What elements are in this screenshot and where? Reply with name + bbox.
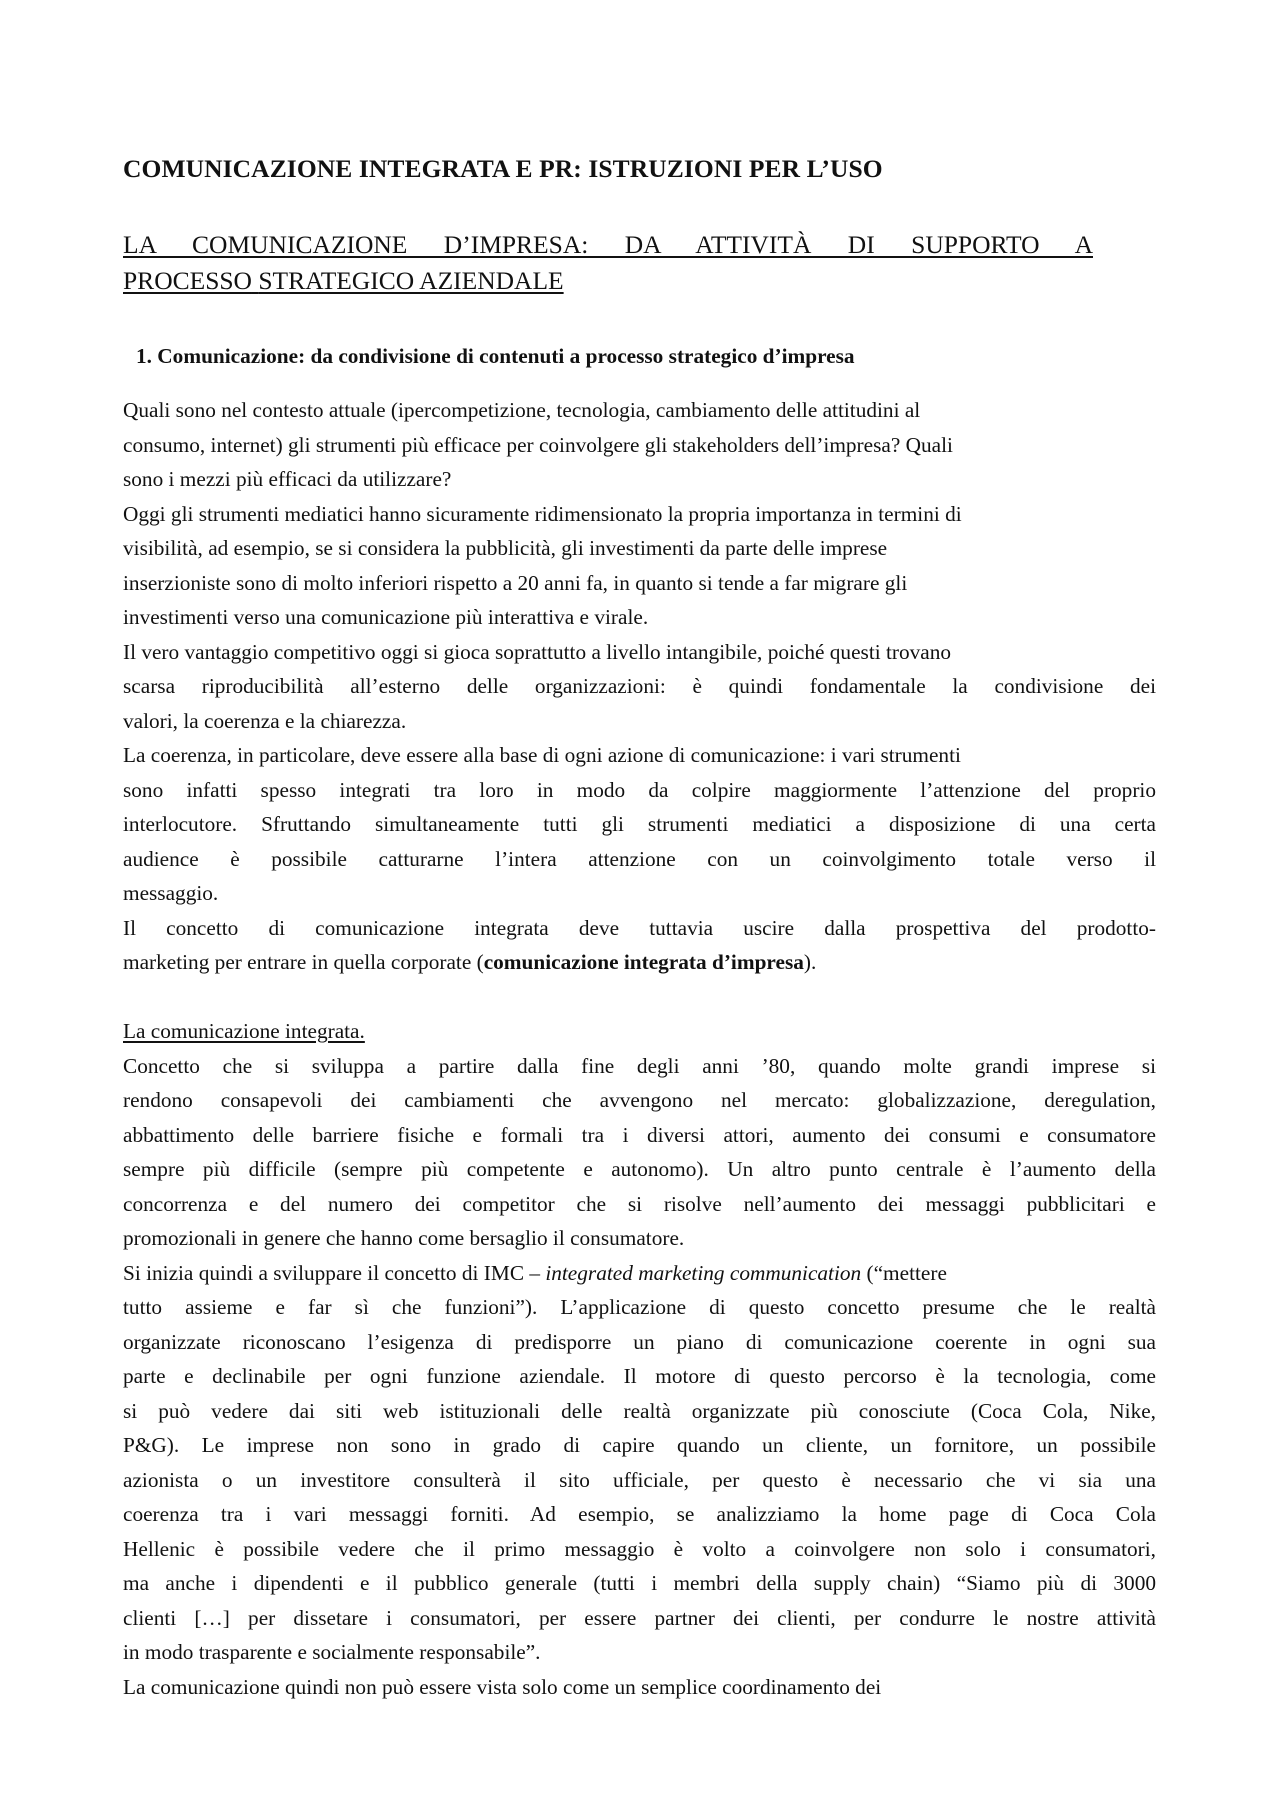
text-line: tutto assieme e far sì che funzioni”). L’applicazione di questo concetto presume che le realtà: [123, 1295, 1156, 1319]
subsection-title-wrap: [123, 1014, 1156, 1049]
text-line: La comunicazione quindi non può essere vista solo come un semplice coordinamento dei: [123, 1674, 882, 1699]
text-line: La coerenza, in particolare, deve essere alla base di ogni azione di comunicazione: i vari strumenti: [123, 743, 961, 767]
text-line: coerenza tra i vari messaggi forniti. Ad esempio, se analizziamo la home page di Coca Cola: [123, 1502, 1156, 1526]
text-line: [123, 1256, 1156, 1291]
blank-line: [123, 980, 1156, 1015]
text-line: promozionali in genere che hanno come bersaglio il consumatore.: [123, 1226, 685, 1250]
text-line: sono infatti spesso integrati tra loro in modo da colpire maggiormente l’attenzione del proprio: [123, 777, 1156, 802]
text-segment: (“mettere: [861, 1260, 947, 1285]
subsection-title: La comunicazione integrata.: [123, 1019, 365, 1043]
paragraph-1: [123, 393, 1156, 497]
text-line: ma anche i dipendenti e il pubblico generale (tutti i membri della supply chain) “Siamo più di 3000: [123, 1571, 1156, 1595]
paragraph-3: [123, 635, 1156, 739]
text-line: Il vero vantaggio competitivo oggi si gioca soprattutto a livello intangibile, poiché questi trovano: [123, 639, 952, 664]
text-line: scarsa riproducibilità all’esterno delle organizzazioni: è quindi fondamentale la condivisione dei: [123, 674, 1156, 698]
text-segment: Si inizia quindi a sviluppare il concetto di IMC –: [123, 1260, 546, 1285]
text-line: inserzioniste sono di molto inferiori rispetto a 20 anni fa, in quanto si tende a far migrare gli: [123, 570, 908, 595]
subtitle-line-2b: STRATEGICO AZIENDALE: [258, 266, 564, 295]
subsection-title-line: [123, 1014, 1156, 1049]
text-line: sono i mezzi più efficaci da utilizzare?: [123, 467, 452, 491]
text-line: Quali sono nel contesto attuale (ipercompetizione, tecnologia, cambiamento delle attitudini al: [123, 398, 921, 422]
text-line: sempre più difficile (sempre più competente e autonomo). Un altro punto centrale è l’aumento della: [123, 1157, 1156, 1181]
subtitle-line-2a: PROCESSO: [123, 266, 252, 295]
text-line: Hellenic è possibile vedere che il primo messaggio è volto a coinvolgere non solo i consumatori,: [123, 1536, 1156, 1561]
text-line: [123, 945, 1156, 980]
text-line: clienti […] per dissetare i consumatori, per essere partner dei clienti, per condurre le nostre attività: [123, 1605, 1156, 1630]
subtitle-line-1: LA COMUNICAZIONE D’IMPRESA: DA ATTIVITÀ DI SUPPORTO A: [123, 230, 1093, 259]
text-line: Oggi gli strumenti mediatici hanno sicuramente ridimensionato la propria importanza in termini di: [123, 501, 962, 526]
document-body: [123, 393, 1156, 1704]
text-line: interlocutore. Sfruttando simultaneamente tutti gli strumenti mediatici a disposizione di una certa: [123, 812, 1156, 836]
subtitle-line-2: [123, 263, 1093, 299]
paragraph-6: [123, 1049, 1156, 1256]
paragraph-7: [123, 1256, 1156, 1670]
text-line: Concetto che si sviluppa a partire dalla fine degli anni ’80, quando molte grandi imprese si: [123, 1053, 1156, 1078]
text-line: si può vedere dai siti web istituzionali delle realtà organizzate più conosciute (Coca Cola, Nike,: [123, 1398, 1156, 1423]
section-heading: 1. Comunicazione: da condivisione di contenuti a processo strategico d’impresa: [136, 344, 855, 368]
text-line: visibilità, ad esempio, se si considera la pubblicità, gli investimenti da parte delle imprese: [123, 536, 888, 560]
text-line: concorrenza e del numero dei competitor che si risolve nell’aumento dei messaggi pubblicitari e: [123, 1191, 1156, 1216]
document-subtitle: [123, 227, 1093, 299]
text-line: rendono consapevoli dei cambiamenti che avvengono nel mercato: globalizzazione, deregulation,: [123, 1088, 1156, 1112]
text-line: organizzate riconoscano l’esigenza di predisporre un piano di comunicazione coerente in ogni sua: [123, 1329, 1156, 1354]
bold-phrase: comunicazione integrata d’impresa: [483, 950, 804, 974]
document-page: [123, 0, 1156, 1811]
text-line: parte e declinabile per ogni funzione aziendale. Il motore di questo percorso è la tecnologia, come: [123, 1364, 1156, 1388]
paragraph-2: [123, 497, 1156, 635]
text-line: messaggio.: [123, 881, 219, 905]
paragraph-8: [123, 1670, 1156, 1705]
paragraph-5: [123, 911, 1156, 980]
text-line: in modo trasparente e socialmente responsabile”.: [123, 1640, 541, 1664]
document-title: COMUNICAZIONE INTEGRATA E PR: ISTRUZIONI PER L’USO: [123, 154, 883, 183]
text-segment: marketing per entrare in quella corporate (: [123, 950, 484, 974]
text-line: azionista o un investitore consulterà il sito ufficiale, per questo è necessario che vi sia una: [123, 1467, 1156, 1492]
italic-phrase: integrated marketing communication: [545, 1260, 862, 1285]
text-line: abbattimento delle barriere fisiche e formali tra i diversi attori, aumento dei consumi e consumatore: [123, 1122, 1156, 1147]
text-segment: ).: [803, 950, 817, 974]
text-line: consumo, internet) gli strumenti più efficace per coinvolgere gli stakeholders dell’impresa? Quali: [123, 432, 953, 457]
text-line: audience è possibile catturarne l’intera attenzione con un coinvolgimento totale verso il: [123, 846, 1156, 871]
text-line: P&G). Le imprese non sono in grado di capire quando un cliente, un fornitore, un possibile: [123, 1433, 1156, 1457]
text-line: valori, la coerenza e la chiarezza.: [123, 708, 407, 733]
paragraph-4: [123, 738, 1156, 911]
text-line: Il concetto di comunicazione integrata deve tuttavia uscire dalla prospettiva del prodotto-: [123, 915, 1156, 940]
text-line: investimenti verso una comunicazione più interattiva e virale.: [123, 605, 649, 629]
